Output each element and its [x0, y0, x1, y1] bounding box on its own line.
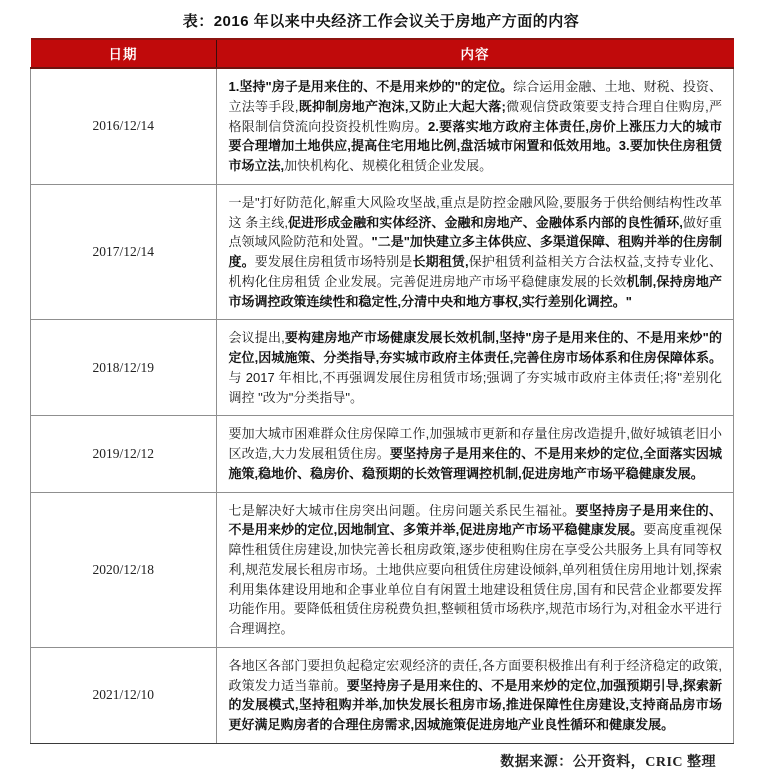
table-row [31, 184, 734, 320]
data-source-note: 数据来源：公开资料，CRIC 整理 [500, 754, 716, 770]
content-segment: 要构建房地产市场健康发展长效机制,坚持"房子是用来住的、不是用来炒"的定位,因城施策、分类指导,夯实城市政府主体责任,完善住房市场体系和住房保障体系。 [228, 330, 722, 365]
content-segment: 1.坚持"房子是用来住的、不是用来炒的"的定位。 [228, 79, 514, 94]
table-row [31, 492, 734, 647]
content-segment: 各地区各部门要担负起稳定宏观经济的责任,各方面要积极推出有利于经济稳定的政策,政策发力适当靠前。 [228, 657, 722, 693]
column-header-content: 内容 [216, 39, 734, 68]
content-segment: 既抑制房地产泡沫,又防止大起大落; [298, 98, 506, 114]
content-table [30, 38, 734, 744]
table-title: 表：2016 年以来中央经济工作会议关于房地产方面的内容 [182, 13, 580, 30]
content-segment: 要高度重视保障性租赁住房建设,加快完善长租房政策,逐步使租购住房在享受公共服务上具有同等权利,规范发展长租房市场。土地供应要向租赁住房建设倾斜,单列租赁住房用地计划,探索利用集体建设用地和企事业单位自有闲置土地建设租赁住房,国有和民营企业都要发挥功能作用。要降低租赁住房税费负担,整顿租赁市场秩序,规范市场行为,对租金水平进行合理调控。 [228, 522, 722, 636]
content-segment: 机制,保持房地产市场调控政策连续性和稳定性,分清中央和地方事权,实行差别化调控。" [228, 273, 722, 309]
content-segment: "二是"加快建立多主体供应、多渠道保障、租购并举的住房制度。 [228, 234, 722, 269]
content-segment: 会议提出, [228, 330, 285, 346]
table-row [31, 416, 734, 492]
table-row [31, 647, 734, 743]
date-cell: 2020/12/18 [31, 492, 217, 647]
content-segment: 长期租赁, [412, 254, 469, 269]
date-cell: 2018/12/19 [31, 320, 217, 416]
content-cell [216, 184, 734, 320]
date-cell: 2016/12/14 [31, 68, 217, 184]
content-segment: 保护租赁利益相关方合法权益,支持专业化、机构化住房租赁 企业发展。完善促进房地产市场平稳健康发展的长效 [228, 254, 722, 289]
content-segment: 综合运用金融、土地、财税、投资、立法等手段, [228, 79, 722, 114]
content-cell [216, 492, 734, 647]
table-row [31, 320, 734, 416]
content-cell [216, 416, 734, 492]
content-segment: 七是解决好大城市住房突出问题。住房问题关系民生福祉。 [228, 502, 576, 518]
column-header-date: 日期 [31, 39, 217, 68]
header-row [31, 39, 734, 68]
content-segment: 要坚持房子是用来住的、不是用来炒的定位,加强预期引导,探索新的发展模式,坚持租购并举,加快发展长租房市场,推进保障性住房建设,支持商品房市场更好满足购房者的合理住房需求,因城施策促进房地产业良性循环和健康发展。 [228, 677, 722, 732]
content-cell [216, 647, 734, 743]
content-segment: 要坚持房子是用来住的、不是用来炒的定位,全面落实因城施策,稳地价、稳房价、稳预期的长效管理调控机制,促进房地产市场平稳健康发展。 [228, 446, 722, 481]
content-segment: 微观信贷政策要支持合理自住购房,严格限制信贷流向投资投机性购房。 [228, 98, 722, 134]
content-segment: 要坚持房子是用来住的、不是用来炒的定位,因地制宜、多策并举,促进房地产市场平稳健康发展。 [228, 502, 722, 538]
content-segment: 一是"打好防范化,解重大风险攻坚战,重点是防控金融风险,要服务于供给侧结构性改革这 条主线, [228, 194, 722, 230]
date-cell: 2019/12/12 [31, 416, 217, 492]
content-segment: 要加大城市困难群众住房保障工作,加强城市更新和存量住房改造提升,做好城镇老旧小区改造,大力发展租赁住房。 [228, 426, 722, 461]
date-cell: 2021/12/10 [31, 647, 217, 743]
content-segment: 2.要落实地方政府主体责任,房价上涨压力大的城市要合理增加土地供应,提高住宅用地比例,盘活城市闲置和低效用地。3.要加快住房租赁市场立法, [228, 118, 722, 173]
content-cell [216, 320, 734, 416]
content-segment: 要发展住房租赁市场特别是 [254, 254, 413, 269]
content-segment: 促进形成金融和实体经济、金融和房地产、金融体系内部的良性循环, [287, 214, 683, 230]
table-body [31, 68, 734, 743]
content-segment: 加快机构化、规模化租赁企业发展。 [284, 158, 493, 173]
content-segment: 与 2017 年相比,不再强调发展住房租赁市场;强调了夯实城市政府主体责任;将"差别化调控 "改为"分类指导"。 [228, 369, 722, 405]
table-row [31, 68, 734, 184]
content-segment: 做好重点领域风险防范和处置。 [228, 214, 722, 250]
content-cell [216, 68, 734, 184]
date-cell: 2017/12/14 [31, 184, 217, 320]
